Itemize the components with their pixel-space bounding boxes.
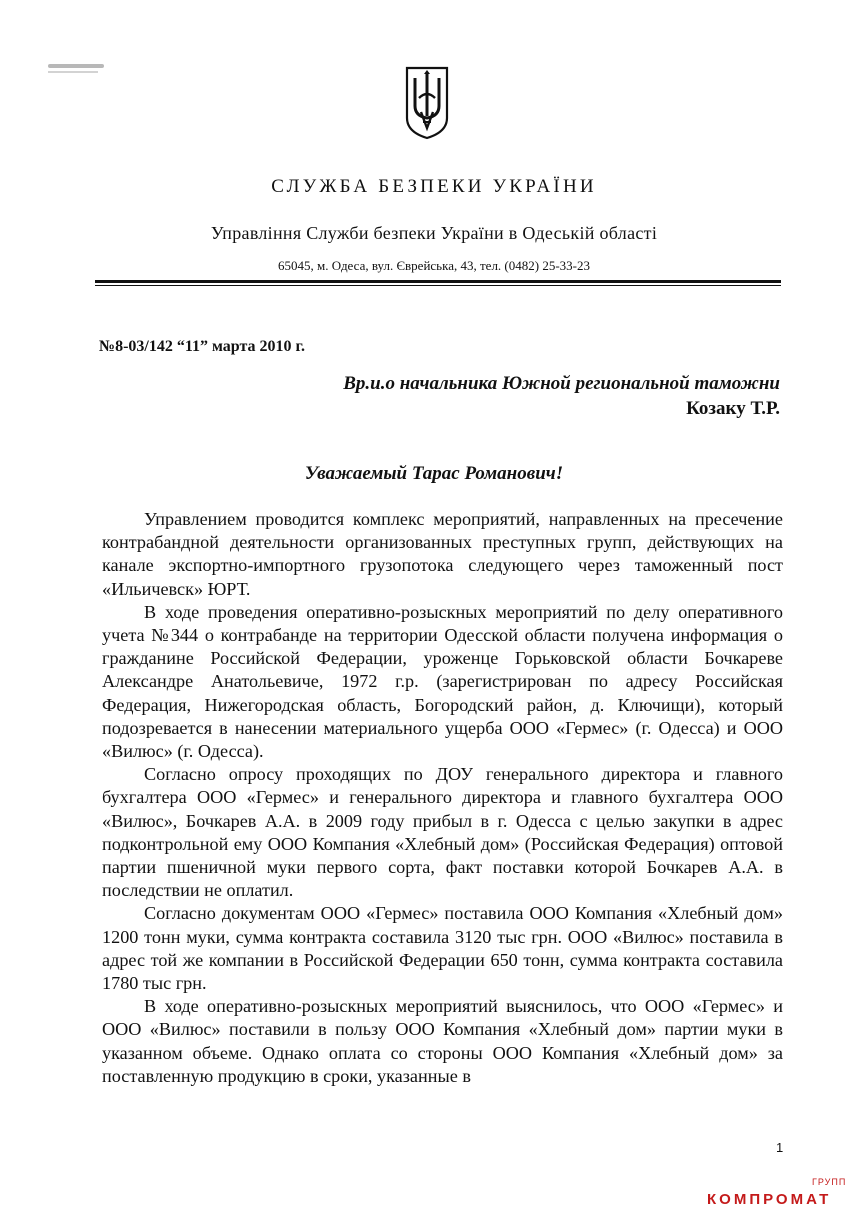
header-divider-thick: [95, 280, 781, 283]
page-number: 1: [776, 1140, 784, 1155]
paragraph: В ходе проведения оперативно-розыскных мероприятий по делу оперативного учета №344 о контрабанде на территории Одесской области получена информация о гражданине Российской Федерации, уроженце Горьковской области Бочкареве Александре Анатольевиче, 1972 г.р. (зарегистрирован по адресу Российская Федерация, Нижегородская область, Богородский район, д. Ключищи), который подозревается в нанесении материального ущерба ООО «Гермес» (г. Одесса) и ООО «Вилюс» (г. Одесса).: [102, 601, 783, 762]
paragraph: В ходе оперативно-розыскных мероприятий выяснилось, что ООО «Гермес» и ООО «Вилюс» поставили в пользу ООО Компания «Хлебный дом» партии муки в указанном объеме. Однако оплата со стороны ООО Компания «Хлебный дом» за поставленную продукцию в сроки, указанные в: [102, 996, 783, 1086]
watermark-small: ГРУПП: [812, 1177, 847, 1187]
addressee-name: Козаку Т.Р.: [686, 398, 780, 419]
letter-body: [102, 508, 783, 1088]
scan-artifact: [48, 64, 104, 68]
paragraph: Согласно опросу проходящих по ДОУ генерального директора и главного бухгалтера ООО «Гермес» и генерального директора и главного бухгалтера ООО «Вилюс», Бочкарев А.А. в 2009 году прибыл в г. Одесса с целью закупки в адрес подконтрольной ему ООО Компания «Хлебный дом» (Российская Федерация) оптовой партии пшеничной муки первого сорта, факт поставки которой Бочкарев А.А. в последствии не оплатил.: [102, 764, 783, 901]
header-divider-thin: [95, 285, 781, 286]
addressee-role: Вр.и.о начальника Южной региональной таможни: [343, 373, 780, 394]
document-reference: №8-03/142 “11” марта 2010 г.: [99, 338, 305, 355]
watermark-logo: КОМПРОМАТ: [707, 1191, 832, 1208]
paragraph: Управлением проводится комплекс мероприятий, направленных на пресечение контрабандной деятельности организованных преступных групп, действующих на канале экспортно-импортного грузопотока следующего через таможенный пост «Ильичевск» ЮРТ.: [102, 509, 783, 599]
salutation: Уважаемый Тарас Романович!: [304, 463, 564, 484]
organization-address: 65045, м. Одеса, вул. Єврейська, 43, тел. (0482) 25-33-23: [278, 258, 590, 273]
department-name: Управління Служби безпеки України в Одеській області: [210, 223, 658, 243]
paragraph: Согласно документам ООО «Гермес» поставила ООО Компания «Хлебный дом» 1200 тонн муки, сумма контракта составила 3120 тыс грн. ООО «Вилюс» поставила в адрес той же компании в Российской Федерации 650 тонн, сумма контракта составила 1780 тыс грн.: [102, 903, 783, 994]
scan-artifact-line: [48, 71, 98, 73]
trident-coat-of-arms-icon: [404, 66, 450, 140]
organization-name: СЛУЖБА БЕЗПЕКИ УКРАЇНИ: [271, 176, 597, 197]
